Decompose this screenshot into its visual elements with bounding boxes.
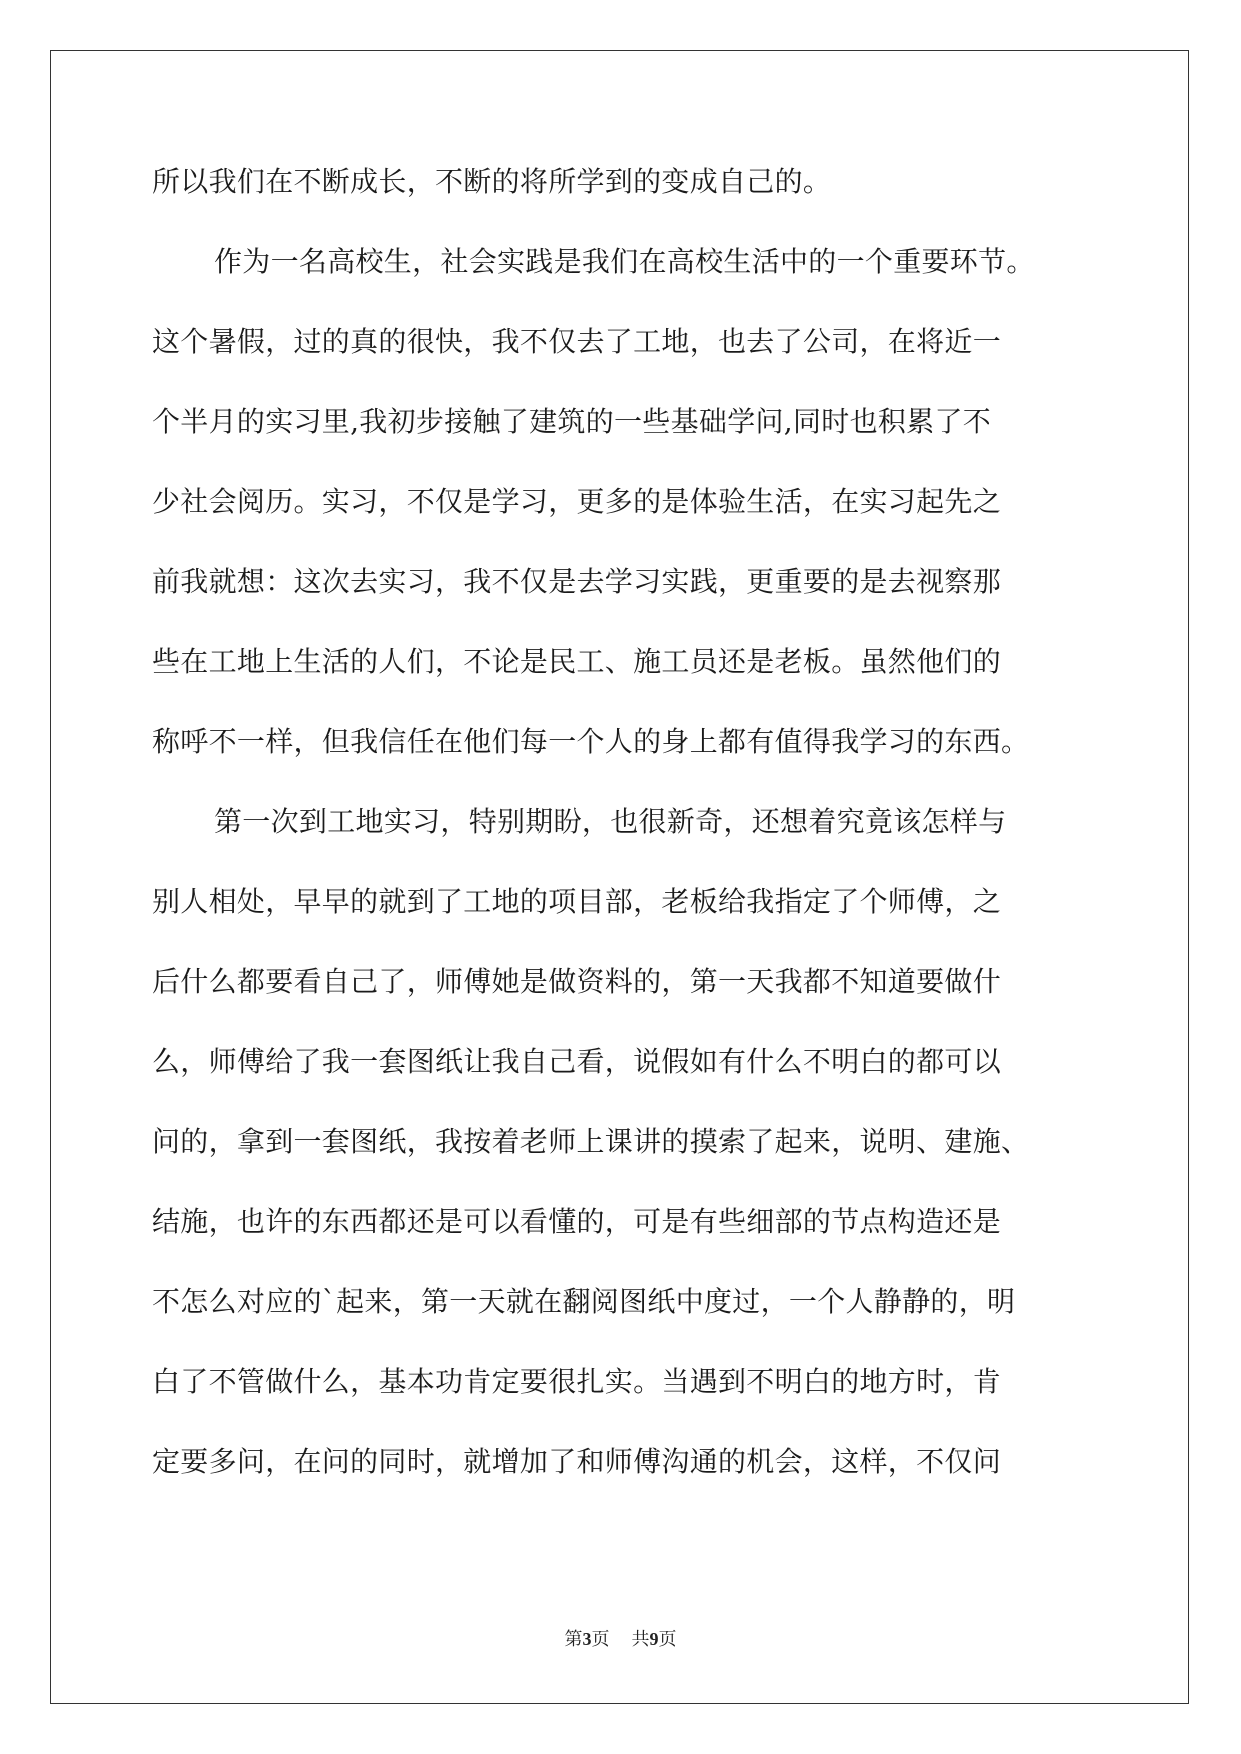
- text-line: 问的，拿到一套图纸，我按着老师上课讲的摸索了起来，说明、建施、: [152, 1125, 1030, 1158]
- text-line: 所以我们在不断成长，不断的将所学到的变成自己的。: [152, 165, 832, 198]
- text-line: 前我就想：这次去实习，我不仅是去学习实践，更重要的是去视察那: [152, 565, 1002, 598]
- footer-page-current: 3: [582, 1629, 592, 1649]
- footer-total-prefix: 共: [631, 1629, 650, 1650]
- text-line: 定要多问，在问的同时，就增加了和师傅沟通的机会，这样，不仅问: [152, 1445, 1002, 1478]
- text-line: 白了不管做什么，基本功肯定要很扎实。当遇到不明白的地方时，肯: [152, 1365, 1002, 1398]
- text-line: 作为一名高校生，社会实践是我们在高校生活中的一个重要环节。: [214, 245, 1035, 278]
- text-line: 个半月的实习里,我初步接触了建筑的一些基础学问,同时也积累了不: [152, 405, 992, 438]
- footer-page-total: 9: [649, 1629, 659, 1649]
- text-line: 些在工地上生活的人们，不论是民工、施工员还是老板。虽然他们的: [152, 645, 1002, 678]
- footer-total-suffix: 页: [658, 1629, 677, 1650]
- text-line: 别人相处，早早的就到了工地的项目部，老板给我指定了个师傅，之: [152, 885, 1002, 918]
- text-line: 么，师傅给了我一套图纸让我自己看，说假如有什么不明白的都可以: [152, 1045, 1002, 1078]
- footer-page-suffix: 页: [591, 1629, 610, 1650]
- text-line: 少社会阅历。实习，不仅是学习，更多的是体验生活，在实习起先之: [152, 485, 1002, 518]
- text-line: 这个暑假，过的真的很快，我不仅去了工地，也去了公司，在将近一: [152, 325, 1002, 358]
- text-line: 后什么都要看自己了，师傅她是做资料的，第一天我都不知道要做什: [152, 965, 1002, 998]
- page-footer: [0, 1628, 1241, 1651]
- text-line: 不怎么对应的`起来，第一天就在翻阅图纸中度过，一个人静静的，明: [152, 1285, 1016, 1318]
- footer-page-prefix: 第: [564, 1629, 583, 1650]
- document-body: [152, 162, 1092, 1522]
- text-line: 第一次到工地实习，特别期盼，也很新奇，还想着究竟该怎样与: [214, 805, 1007, 838]
- text-line: 称呼不一样，但我信任在他们每一个人的身上都有值得我学习的东西。: [152, 725, 1030, 758]
- text-line: 结施，也许的东西都还是可以看懂的，可是有些细部的节点构造还是: [152, 1205, 1002, 1238]
